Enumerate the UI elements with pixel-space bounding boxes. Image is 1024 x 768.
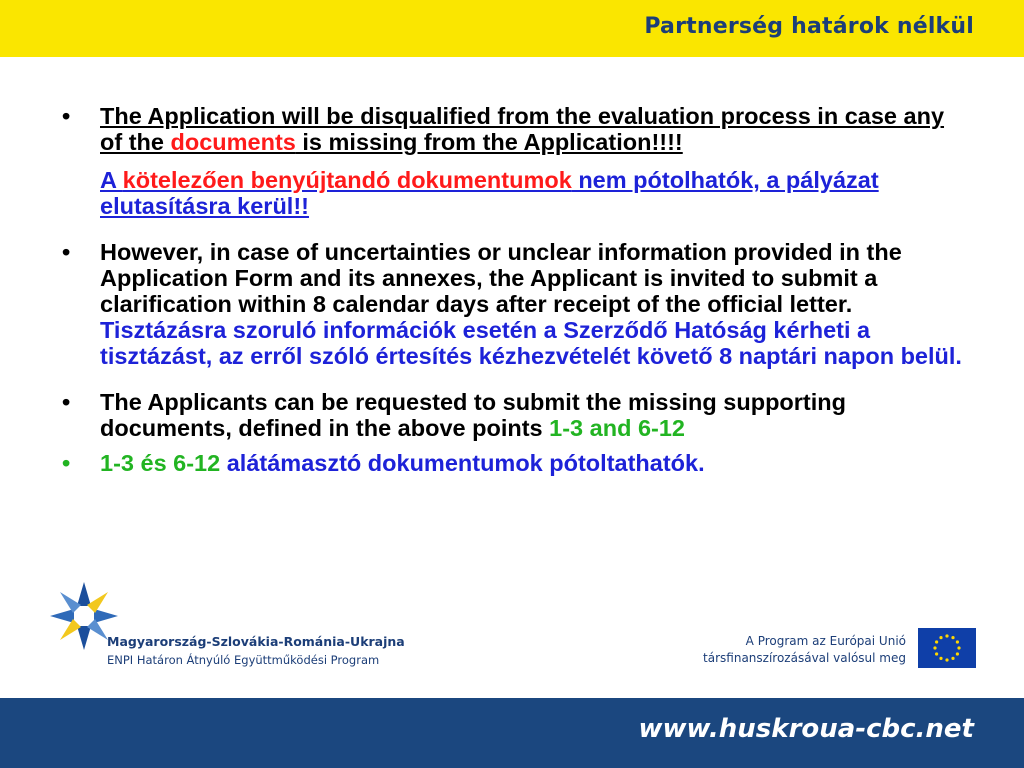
bullet-item-2 [62, 239, 967, 369]
bullet-symbol: • [62, 103, 71, 129]
clarification-text [100, 239, 967, 369]
clarification-hu: Tisztázásra szoruló információk esetén a Szerződő Hatóság kérheti a tisztázást, az erről szóló értesítés kézhezvételét követő 8 naptári napon belül. [100, 317, 962, 369]
points-range: 1-3 and 6-12 [549, 415, 685, 441]
hu-mandatory-documents: kötelezően benyújtandó dokumentumok [122, 167, 572, 193]
bullet-symbol: • [62, 450, 71, 476]
hu-rejection-text: nem pótolhatók, a pályázat elutasításra kerül!! [100, 167, 879, 219]
website-url[interactable]: www.huskroua-cbc.net [638, 714, 974, 744]
documents-highlight: documents [170, 129, 296, 155]
disqualification-text-part1: The Application will be disqualified from the evaluation process in case any of the [100, 103, 945, 155]
disqualification-text-part2: is missing from the Application!!!! [295, 129, 683, 155]
supporting-documents-text: alátámasztó dokumentumok pótoltathatók. [220, 450, 705, 476]
disqualification-hu [100, 167, 967, 219]
bullet-item-1 [62, 103, 967, 219]
missing-documents-text [100, 389, 967, 441]
clarification-en: However, in case of uncertainties or unclear information provided in the Application Form and its annexes, the Applicant is invited to submit a clarification within 8 calendar days after receipt of the official letter. [100, 239, 902, 317]
hu-article: A [100, 167, 123, 193]
bullet-symbol: • [62, 389, 71, 415]
bullet-item-3 [62, 389, 967, 441]
missing-documents-en: The Applicants can be requested to submit the missing supporting documents, defined in the above points [100, 389, 846, 441]
program-name: Magyarország-Szlovákia-Románia-Ukrajna [107, 634, 405, 649]
slide-content [62, 103, 967, 476]
header-title: Partnerség határok nélkül [644, 14, 974, 39]
disqualification-text [100, 103, 967, 155]
bullet-symbol: • [62, 239, 71, 265]
supporting-documents-hu [100, 450, 967, 476]
eu-text-line2: társfinanszírozásával valósul meg [703, 651, 906, 665]
bullet-item-4 [62, 450, 967, 476]
eu-flag-icon [918, 628, 976, 668]
eu-cofinancing-text [703, 633, 906, 667]
eu-text-line1: A Program az Európai Unió [745, 634, 906, 648]
points-range-hu: 1-3 és 6-12 [100, 450, 221, 476]
program-subtitle: ENPI Határon Átnyúló Együttműködési Program [107, 653, 380, 667]
